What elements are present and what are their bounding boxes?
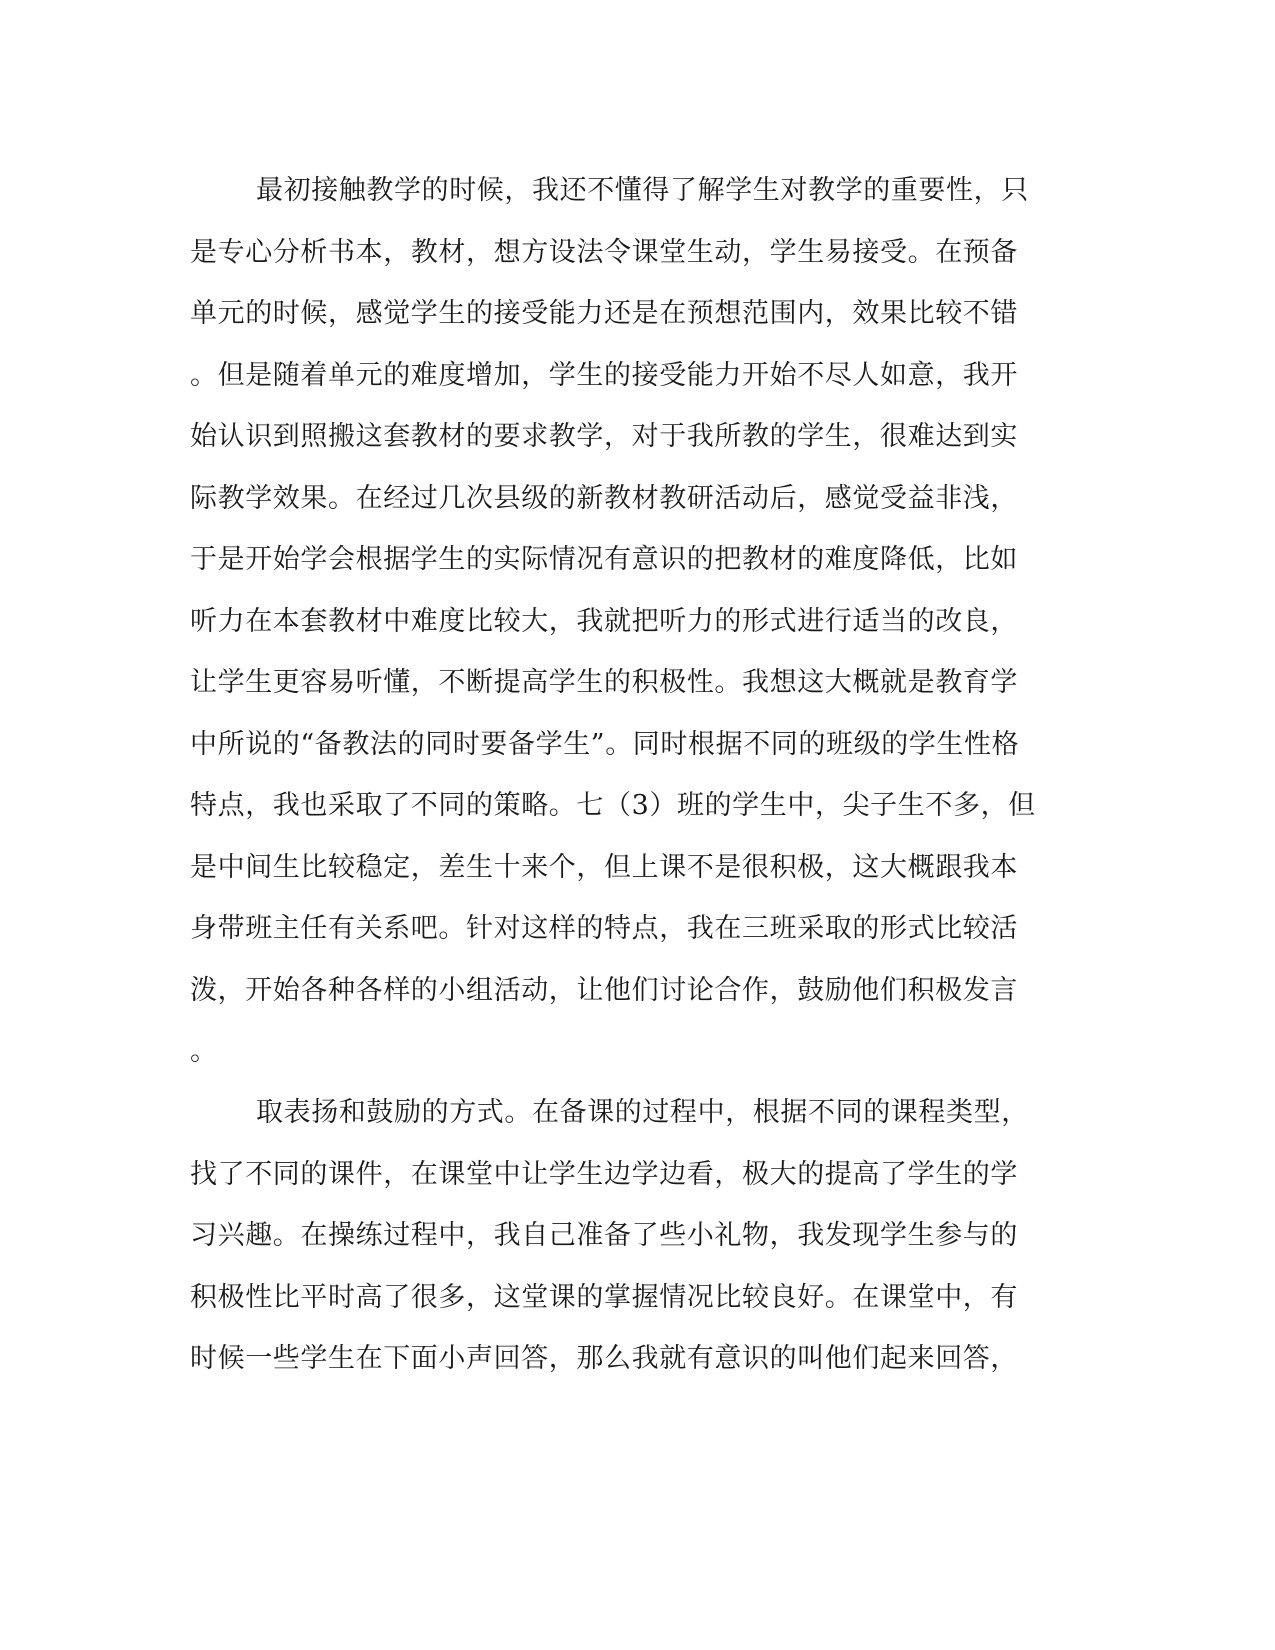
text-line: 最初接触教学的时候，我还不懂得了解学生对教学的重要性，只: [256, 175, 1029, 206]
text-line: 找了不同的课件，在课堂中让学生边学边看，极大的提高了学生的学: [190, 1158, 1018, 1190]
text-line: 泼，开始各种各样的小组活动，让他们讨论合作，鼓励他们积极发言: [190, 974, 1018, 1006]
text-line: 际教学效果。在经过几次县级的新教材教研活动后，感觉受益非浅，: [190, 482, 1018, 514]
text-line: 于是开始学会根据学生的实际情况有意识的把教材的难度降低，比如: [190, 544, 1018, 575]
text-line: 。但是随着单元的难度增加，学生的接受能力开始不尽人如意，我开: [190, 359, 1018, 391]
text-line: 积极性比平时高了很多，这堂课的掌握情况比较良好。在课堂中，有: [190, 1281, 1018, 1313]
text-line: 取表扬和鼓励的方式。在备课的过程中，根据不同的课程类型，: [256, 1097, 1029, 1128]
text-line: 始认识到照搬这套教材的要求教学，对于我所教的学生，很难达到实: [190, 421, 1018, 452]
text-line: 让学生更容易听懂，不断提高学生的积极性。我想这大概就是教育学: [190, 667, 1018, 698]
paragraph-1: [190, 160, 1080, 1083]
text-line: 时候一些学生在下面小声回答，那么我就有意识的叫他们起来回答，: [190, 1343, 1018, 1374]
text-line: 特点，我也采取了不同的策略。七（3）班的学生中，尖子生不多，但: [190, 790, 1036, 821]
text-line: 身带班主任有关系吧。针对这样的特点，我在三班采取的形式比较活: [190, 913, 1018, 944]
text-line: 是中间生比较稳定，差生十来个，但上课不是很积极，这大概跟我本: [190, 851, 1018, 883]
paragraph-2: [190, 1082, 1080, 1390]
text-line: 听力在本套教材中难度比较大，我就把听力的形式进行适当的改良，: [190, 605, 1018, 637]
text-line: 单元的时候，感觉学生的接受能力还是在预想范围内，效果比较不错: [190, 298, 1018, 329]
text-line: 中所说的“备教法的同时要备学生”。同时根据不同的班级的学生性格: [190, 728, 1020, 760]
text-line: 习兴趣。在操练过程中，我自己准备了些小礼物，我发现学生参与的: [190, 1220, 1018, 1251]
text-line: 。: [190, 1036, 218, 1067]
text-line: 是专心分析书本，教材，想方设法令课堂生动，学生易接受。在预备: [190, 236, 1018, 268]
